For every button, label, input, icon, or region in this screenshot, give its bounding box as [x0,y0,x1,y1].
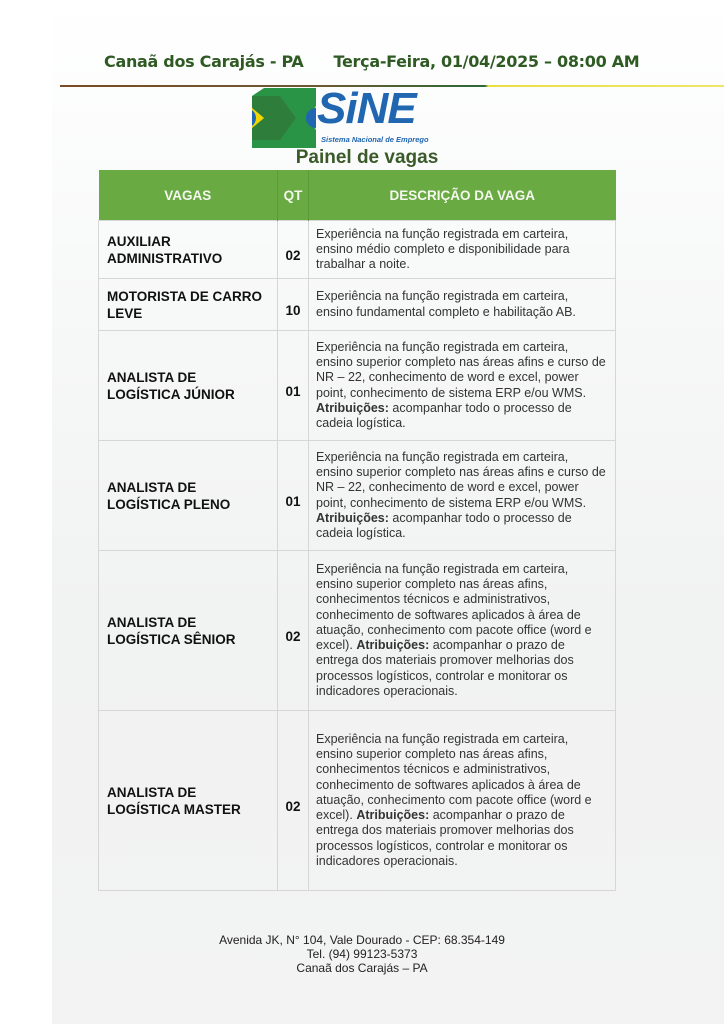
job-quantity [278,551,309,711]
job-quantity-value: 01 [285,383,301,399]
job-title: MOTORISTA DE CARRO LEVE [99,279,278,331]
job-description-text: Experiência na função registrada em carteira, ensino superior completo nas áreas afins e curso de NR – 22, conhecimento de word e excel, power point, conhecimento de sistema ERP e/ou WMS. [316,339,606,400]
job-quantity [278,221,309,279]
job-attributions-label: Atribuições: [316,400,389,415]
logo-wordmark: SiNE [317,84,416,133]
column-header-descricao: DESCRIÇÃO DA VAGA [309,170,616,221]
job-quantity-value: 02 [285,247,301,263]
job-attributions-text: acompanhar o prazo de entrega dos materiais promover melhorias dos processos logísticos, controlar e monitorar os indicadores operacionais. [316,638,574,698]
job-attributions-text: acompanhar todo o processo de cadeia logística. [316,510,572,540]
job-attributions-label: Atribuições: [316,510,389,525]
job-quantity-value: 10 [285,302,301,318]
job-description [309,711,616,891]
page-title: Painel de vagas [295,147,439,168]
job-attributions-label: Atribuições: [356,808,430,823]
table-row [99,441,616,551]
job-quantity [278,711,309,891]
job-description-text: Experiência na função registrada em carteira, ensino fundamental completo e habilitação AB. [316,289,576,319]
header-date: Terça-Feira, 01/04/2025 – 08:00 AM [333,52,640,71]
job-table [98,170,616,891]
table-row [99,221,616,279]
job-title: ANALISTA DE LOGÍSTICA PLENO [99,441,278,551]
table-row [99,279,616,331]
job-description-text: Experiência na função registrada em carteira, ensino superior completo nas áreas afins, conhecimentos técnicos e administrativos, conhecimento de softwares aplicados à área de atuação, conhecimento com pacote office (word e excel). [316,562,592,653]
table-row [99,711,616,891]
job-description [309,279,616,331]
column-header-vagas: VAGAS [99,170,278,221]
job-quantity [278,331,309,441]
job-title: ANALISTA DE LOGÍSTICA SÊNIOR [99,551,278,711]
job-title: AUXILIAR ADMINISTRATIVO [99,221,278,279]
page-header [104,52,639,71]
table-row [99,331,616,441]
sine-logo [250,84,450,148]
page-footer [0,933,724,975]
job-description [309,441,616,551]
brazil-flag-s-icon [250,88,316,148]
job-description [309,331,616,441]
job-quantity-value: 02 [285,798,301,814]
table-header-row [99,170,616,221]
footer-phone: Tel. (94) 99123-5373 [306,947,418,961]
job-description [309,551,616,711]
footer-address: Avenida JK, N° 104, Vale Dourado - CEP: 68.354-149 [219,933,505,947]
logo-subtitle: Sistema Nacional de Emprego [321,135,429,144]
job-description-text: Experiência na função registrada em carteira, ensino médio completo e disponibilidade para trabalhar a noite. [316,226,570,272]
job-quantity [278,441,309,551]
job-quantity-value: 01 [285,493,301,509]
table-row [99,551,616,711]
job-description-text: Experiência na função registrada em carteira, ensino superior completo nas áreas afins, conhecimentos técnicos e administrativos, conhecimento de softwares aplicados à área de atuação, conhecimento com pacote office (word e excel). [316,732,592,823]
column-header-qt: QT [278,170,309,221]
job-attributions-label: Atribuições: [356,638,430,653]
job-quantity-value: 02 [285,628,301,644]
header-city: Canaã dos Carajás - PA [104,52,304,71]
footer-city: Canaã dos Carajás – PA [296,961,428,975]
job-attributions-text: acompanhar todo o processo de cadeia logística. [316,400,572,430]
job-description [309,221,616,279]
job-title: ANALISTA DE LOGÍSTICA JÚNIOR [99,331,278,441]
job-title: ANALISTA DE LOGÍSTICA MASTER [99,711,278,891]
job-description-text: Experiência na função registrada em carteira, ensino superior completo nas áreas afins e curso de NR – 22, conhecimento de word e excel, power point, conhecimento de sistema ERP e/ou WMS. [316,449,606,510]
job-quantity [278,279,309,331]
job-attributions-text: acompanhar o prazo de entrega dos materiais promover melhorias dos processos logísticos, controlar e monitorar os indicadores operacionais. [316,808,574,868]
